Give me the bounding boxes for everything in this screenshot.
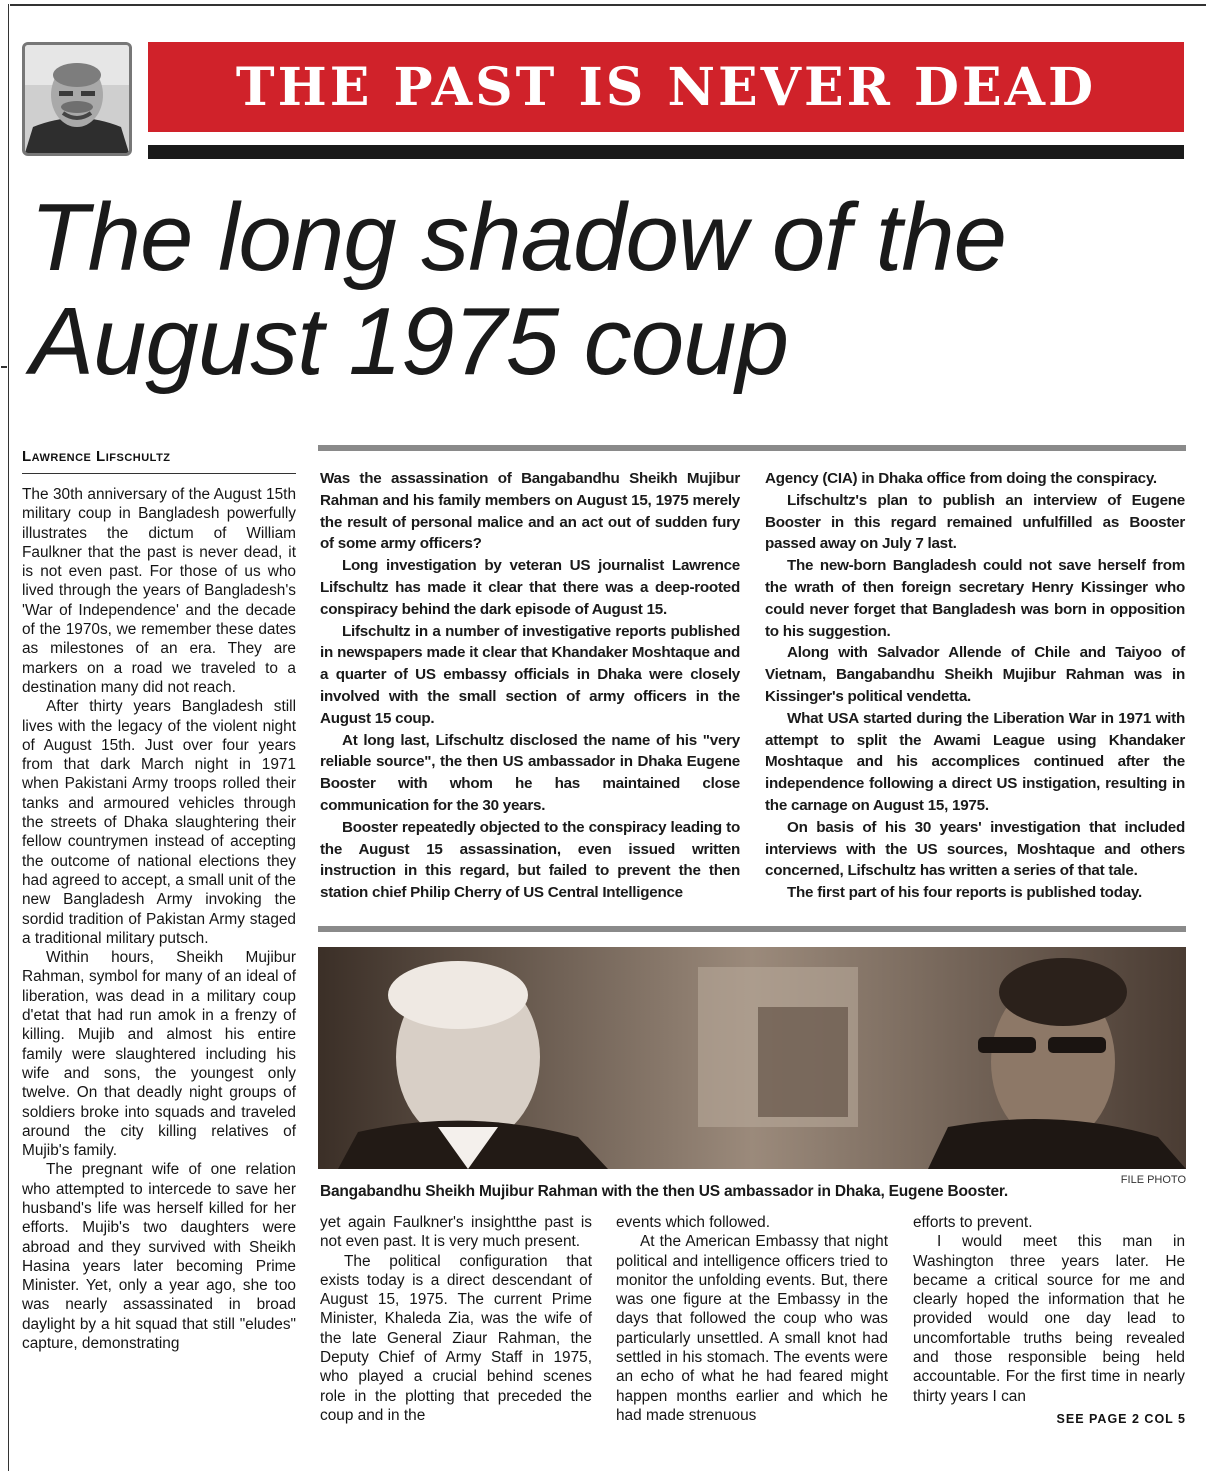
jump-line: SEE PAGE 2 COL 5 (1056, 1412, 1186, 1426)
intro-paragraph: Was the assassination of Bangabandhu Sheikh Mujibur Rahman and his family members on August 15, 1975 merely the result of personal malice and an act out of sudden fury of some army officers? (320, 470, 740, 553)
body-column-2 (320, 1213, 592, 1425)
headline: The long shadow of the August 1975 coup (30, 184, 1007, 395)
paragraph: The political configuration that exists today is a direct descendant of August 15, 1975. The current Prime Minister, Khaleda Zia, was the wife of the late General Ziaur Rahman, the Deputy Chief of Army Staff in 1975, who played a crucial behind scenes role in the plotting that preceded the coup and in the (320, 1252, 592, 1424)
body-column-1 (22, 485, 296, 1353)
body-column-3 (616, 1213, 888, 1425)
page-fold-mark (1, 366, 7, 368)
page-edge-rule (8, 4, 9, 1471)
paragraph: events which followed. (616, 1214, 770, 1231)
intro-paragraph: Lifschultz's plan to publish an interview of Eugene Booster in this regard remained unfulfilled as Booster passed away on July 7 last. (765, 491, 1185, 553)
intro-top-rule (318, 445, 1186, 451)
intro-paragraph: The new-born Bangladesh could not save herself from the wrath of then foreign secretary Henry Kissinger who could never forget that Bangladesh was born in opposition to his suggestion. (765, 557, 1185, 640)
intro-column-left (320, 468, 740, 904)
column-banner-title: THE PAST IS NEVER DEAD (235, 56, 1097, 118)
banner-underline (148, 145, 1184, 159)
paragraph: yet again Faulkner's insightthe past is not even past. It is very much present. (320, 1214, 592, 1251)
photo-top-rule (318, 926, 1186, 932)
intro-paragraph: Agency (CIA) in Dhaka office from doing the conspiracy. (765, 470, 1157, 487)
photo-credit: FILE PHOTO (1120, 1174, 1186, 1186)
paragraph: I would meet this man in Washington three years later. He became a critical source for me and clearly hoped the information that he provided would one day lead to uncomfortable truths being revealed and those responsible being held accountable. For the first time in nearly thirty years I can (913, 1233, 1185, 1405)
author-portrait (22, 42, 132, 156)
intro-paragraph: What USA started during the Liberation War in 1971 with attempt to split the Awami League using Khandaker Moshtaque and his accomplices continued after the independence following a direct US instigation, resulting in the carnage on August 15, 1975. (765, 709, 1185, 814)
intro-paragraph: Along with Salvador Allende of Chile and Taiyoo of Vietnam, Bangabandhu Sheikh Mujibur Rahman was in Kissinger's political vendetta. (765, 644, 1185, 705)
news-photo (318, 947, 1186, 1169)
photo-caption: Bangabandhu Sheikh Mujibur Rahman with the then US ambassador in Dhaka, Eugene Booster. (320, 1183, 1008, 1200)
paragraph: After thirty years Bangladesh still lives with the legacy of the violent night of August 15th. Just over four years from that dark March night in 1971 when Pakistani Army troops rolled their tanks and armoured vehicles through the streets of Dhaka slaughtering their fellow countrymen instead of accepting the outcome of national elections they had agreed to accept, a small unit of the new Bangladesh Army invoking the sordid tradition of Pakistan Army staged a traditional military putsch. (22, 698, 296, 947)
paragraph: efforts to prevent. (913, 1214, 1033, 1231)
intro-paragraph: Lifschultz in a number of investigative reports published in newspapers made it clear that Khandaker Moshtaque and a quarter of US embassy officials in Dhaka were closely involved with the small section of army officers in the August 15 coup. (320, 622, 740, 727)
intro-paragraph: At long last, Lifschultz disclosed the name of his "very reliable source", the then US ambassador in Dhaka Eugene Booster with whom he has maintained close communication for the 30 years. (320, 731, 740, 814)
paragraph: Within hours, Sheikh Mujibur Rahman, symbol for many of an ideal of liberation, was dead in a military coup d'etat that had run amok in a frenzy of killing. Mujib and almost his entire family were slaughtered including his wife and sons, the youngest only twelve. On that deadly night groups of soldiers broke into squads and traveled around the city killing relatives of Mujib's family. (22, 949, 296, 1160)
top-rule (10, 4, 1206, 6)
column-banner (148, 42, 1184, 132)
intro-paragraph: On basis of his 30 years' investigation that included interviews with the US sources, Moshtaque and others concerned, Lifschultz has written a series of that tale. (765, 818, 1185, 880)
paragraph: The 30th anniversary of the August 15th military coup in Bangladesh powerfully illustrates the dictum of William Faulkner that the past is never dead, it is not even past. For those of us who lived through the years of Bangladesh's 'War of Independence' and the decade of the 1970s, we remember these dates as milestones of an era. They are markers on a road we traveled to a destination many did not reach. (22, 486, 296, 696)
intro-paragraph: Long investigation by veteran US journalist Lawrence Lifschultz has made it clear that there was a deep-rooted conspiracy behind the dark episode of August 15. (320, 557, 740, 618)
intro-column-right (765, 468, 1185, 904)
byline: Lawrence Lifschultz (22, 448, 296, 474)
paragraph: At the American Embassy that night political and intelligence officers tried to monitor the unfolding events. But, there was one figure at the Embassy in the days that followed the coup who was particularly unsettled. A small knot had settled in his stomach. The events were an echo of what he had feared might happen months earlier and which he had made strenuous (616, 1233, 888, 1424)
intro-paragraph: Booster repeatedly objected to the conspiracy leading to the August 15 assassination, even issued written instruction in this regard, but failed to prevent the then station chief Philip Cherry of US Central Intelligence (320, 818, 740, 902)
intro-paragraph: The first part of his four reports is published today. (787, 884, 1142, 902)
paragraph: The pregnant wife of one relation who attempted to intercede to save her husband's life was herself killed for her efforts. Mujib's two daughters were abroad and they survived with Sheikh Hasina years later becoming Prime Minister. Yet, only a year ago, she too was nearly assassinated in broad daylight by a hit squad that still "eludes" capture, demonstrating (22, 1161, 296, 1353)
body-column-4 (913, 1213, 1185, 1406)
